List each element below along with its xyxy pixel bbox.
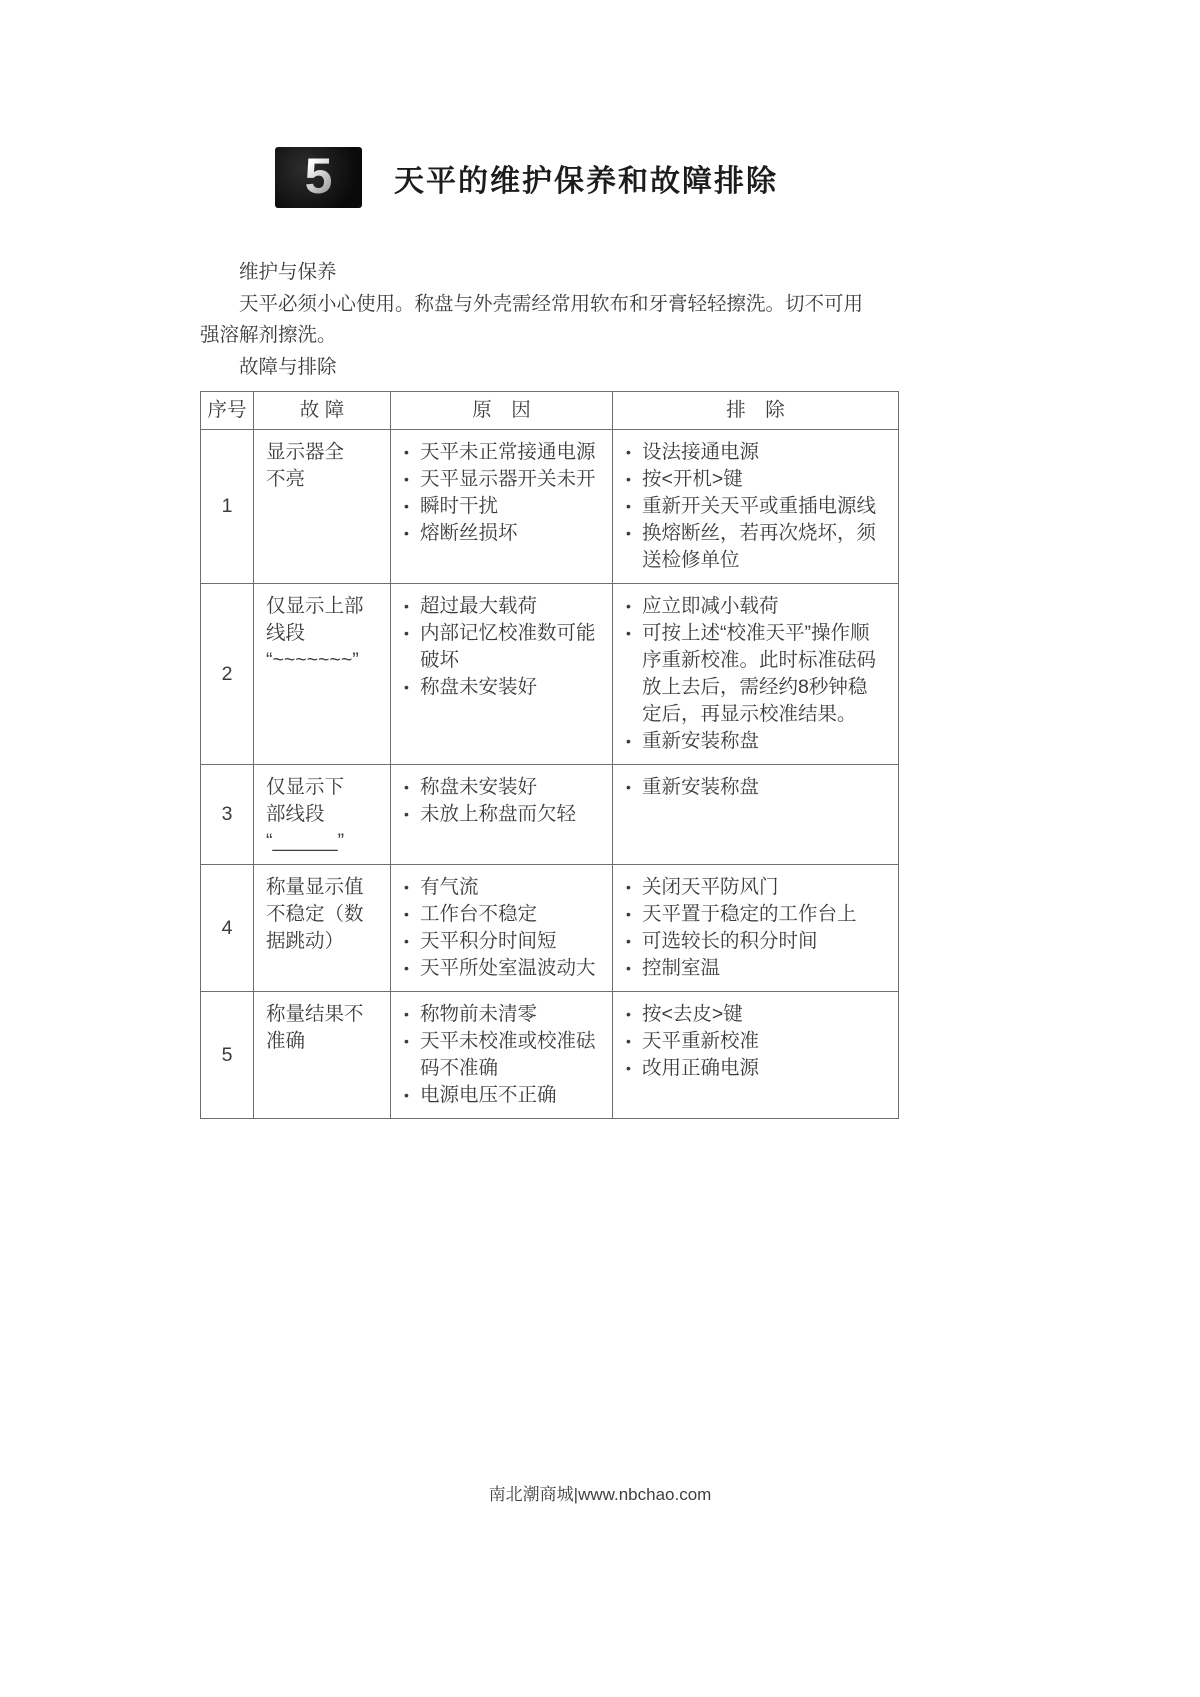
cause-item: • 未放上称盘而欠轻 bbox=[403, 801, 600, 828]
intro-text bbox=[200, 257, 876, 383]
solution-item: • 按<开机>键 bbox=[625, 466, 886, 493]
table-header-row bbox=[201, 392, 899, 430]
cause-cell bbox=[391, 865, 613, 992]
solution-item: • 应立即减小载荷 bbox=[625, 593, 886, 620]
solutions-list bbox=[625, 874, 886, 982]
row-number-cell: 4 bbox=[201, 865, 254, 992]
fault-cell bbox=[254, 765, 391, 865]
chapter-number-badge bbox=[275, 147, 362, 208]
maintenance-paragraph: 天平必须小心使用。称盘与外壳需经常用软布和牙膏轻轻擦洗。切不可用强溶解剂擦洗。 bbox=[200, 292, 864, 346]
cause-item: • 天平所处室温波动大 bbox=[403, 955, 600, 982]
column-header: 原 因 bbox=[391, 392, 613, 430]
fault-text bbox=[266, 874, 378, 955]
causes-list bbox=[403, 774, 600, 828]
fault-text bbox=[266, 593, 378, 674]
cause-item: • 称盘未安装好 bbox=[403, 674, 600, 701]
fault-cell bbox=[254, 584, 391, 765]
table-row bbox=[201, 865, 899, 992]
solution-item: • 改用正确电源 bbox=[625, 1055, 886, 1082]
page-footer: 南北潮商城|www.nbchao.com bbox=[488, 1485, 712, 1504]
solution-cell bbox=[613, 765, 899, 865]
fault-cell bbox=[254, 430, 391, 584]
cause-cell bbox=[391, 430, 613, 584]
page-title: 天平的维护保养和故障排除 bbox=[394, 164, 778, 198]
solutions-list bbox=[625, 593, 886, 755]
solution-cell bbox=[613, 992, 899, 1119]
solutions-list bbox=[625, 1001, 886, 1082]
row-number-cell: 3 bbox=[201, 765, 254, 865]
causes-list bbox=[403, 1001, 600, 1109]
fault-line: 仅显示上部 bbox=[266, 595, 364, 617]
cause-item: • 天平未校准或校准砝码不准确 bbox=[403, 1028, 600, 1082]
column-header: 排 除 bbox=[613, 392, 899, 430]
cause-item: • 电源电压不正确 bbox=[403, 1082, 600, 1109]
cause-item: • 天平显示器开关未开 bbox=[403, 466, 600, 493]
cause-item: • 熔断丝损坏 bbox=[403, 520, 600, 547]
cause-cell bbox=[391, 765, 613, 865]
fault-line: 部线段 bbox=[266, 803, 325, 825]
troubleshooting-heading: 故障与排除 bbox=[239, 355, 337, 378]
chapter-number: 5 bbox=[304, 147, 333, 204]
fault-cell bbox=[254, 992, 391, 1119]
cause-item: • 有气流 bbox=[403, 874, 600, 901]
column-header: 序号 bbox=[201, 392, 254, 430]
solution-cell bbox=[613, 584, 899, 765]
troubleshooting-table bbox=[200, 391, 899, 1119]
solution-cell bbox=[613, 865, 899, 992]
solution-item: • 设法接通电源 bbox=[625, 439, 886, 466]
fault-line: 称量显示值 bbox=[266, 876, 364, 898]
table-row bbox=[201, 765, 899, 865]
causes-list bbox=[403, 439, 600, 547]
cause-item: • 内部记忆校准数可能破坏 bbox=[403, 620, 600, 674]
row-number-cell: 1 bbox=[201, 430, 254, 584]
solution-item: • 可按上述“校准天平”操作顺序重新校准。此时标准砝码放上去后，需经约8秒钟稳定后，再显示校准结果。 bbox=[625, 620, 886, 728]
solution-cell bbox=[613, 430, 899, 584]
fault-line: 据跳动） bbox=[266, 930, 345, 952]
fault-text bbox=[266, 774, 378, 855]
maintenance-heading: 维护与保养 bbox=[239, 261, 337, 283]
causes-list bbox=[403, 593, 600, 701]
solution-item: • 天平置于稳定的工作台上 bbox=[625, 901, 886, 928]
solution-item: • 重新开关天平或重插电源线 bbox=[625, 493, 886, 520]
solution-item: • 换熔断丝，若再次烧坏，须送检修单位 bbox=[625, 520, 886, 574]
solution-item: • 重新安装称盘 bbox=[625, 728, 886, 755]
cause-cell bbox=[391, 584, 613, 765]
fault-line: “______” bbox=[266, 830, 345, 852]
table-row bbox=[201, 430, 899, 584]
cause-item: • 天平积分时间短 bbox=[403, 928, 600, 955]
fault-line: 准确 bbox=[266, 1030, 306, 1052]
cause-item: • 天平未正常接通电源 bbox=[403, 439, 600, 466]
table-row bbox=[201, 992, 899, 1119]
fault-text bbox=[266, 439, 378, 493]
solution-item: • 天平重新校准 bbox=[625, 1028, 886, 1055]
fault-text bbox=[266, 1001, 378, 1055]
chapter-header bbox=[275, 147, 778, 208]
table-row bbox=[201, 584, 899, 765]
solutions-list bbox=[625, 439, 886, 574]
solution-item: • 按<去皮>键 bbox=[625, 1001, 886, 1028]
fault-line: 显示器全 bbox=[266, 441, 345, 463]
cause-item: • 称盘未安装好 bbox=[403, 774, 600, 801]
cause-item: • 称物前未清零 bbox=[403, 1001, 600, 1028]
cause-item: • 工作台不稳定 bbox=[403, 901, 600, 928]
cause-item: • 超过最大载荷 bbox=[403, 593, 600, 620]
column-header: 故 障 bbox=[254, 392, 391, 430]
solution-item: • 重新安装称盘 bbox=[625, 774, 886, 801]
solution-item: • 控制室温 bbox=[625, 955, 886, 982]
cause-cell bbox=[391, 992, 613, 1119]
fault-cell bbox=[254, 865, 391, 992]
row-number-cell: 2 bbox=[201, 584, 254, 765]
solution-item: • 关闭天平防风门 bbox=[625, 874, 886, 901]
solutions-list bbox=[625, 774, 886, 801]
fault-line: 不稳定（数 bbox=[266, 903, 364, 925]
row-number-cell: 5 bbox=[201, 992, 254, 1119]
fault-table-body bbox=[201, 430, 899, 1119]
fault-line: 不亮 bbox=[266, 468, 306, 490]
cause-item: • 瞬时干扰 bbox=[403, 493, 600, 520]
fault-line: 线段 bbox=[266, 622, 306, 644]
fault-line: 仅显示下 bbox=[266, 776, 345, 798]
solution-item: • 可选较长的积分时间 bbox=[625, 928, 886, 955]
fault-line: 称量结果不 bbox=[266, 1003, 364, 1025]
fault-line: “~~~~~~~” bbox=[266, 649, 359, 671]
causes-list bbox=[403, 874, 600, 982]
